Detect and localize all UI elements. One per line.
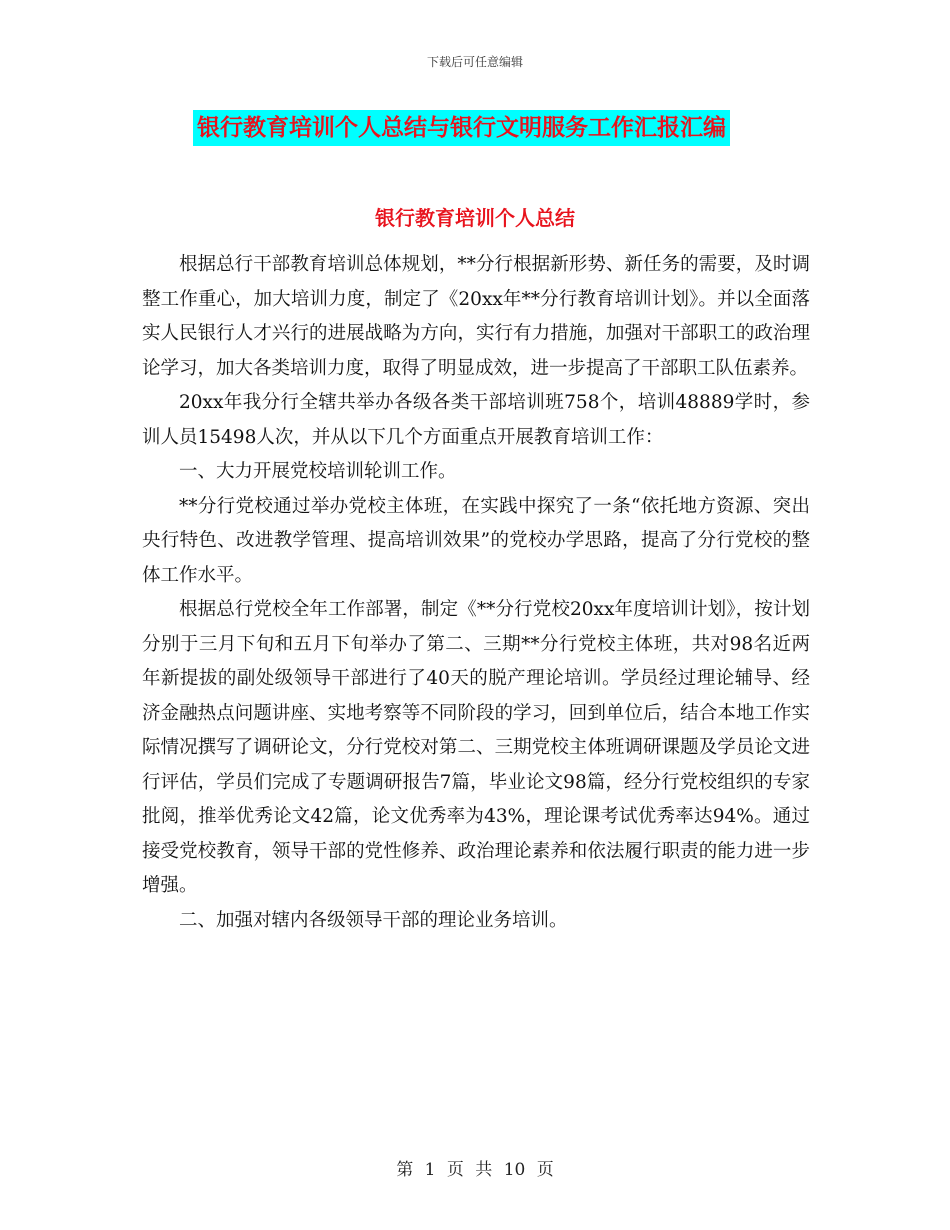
paragraph: 二、加强对辖内各级领导干部的理论业务培训。	[179, 909, 568, 931]
paragraph: 根据总行干部教育培训总体规划，**分行根据新形势、新任务的需要，及时调整工作重心，加大培训力度，制定了《20xx年**分行教育培训计划》。并以全面落实人民银行人才兴行的进展战略为方向，实行有力措施，加强对干部职工的政治理论学习，加大各类培训力度，取得了明显成效，进一步提高了干部职工队伍素养。	[142, 254, 810, 379]
document-body	[142, 248, 810, 938]
document-title: 银行教育培训个人总结与银行文明服务工作汇报汇编	[193, 110, 730, 146]
section-title: 银行教育培训个人总结	[375, 206, 575, 230]
page-number-footer: 第 1 页 共 10 页	[396, 1160, 554, 1180]
paragraph: 一、大力开展党校培训轮训工作。	[179, 461, 457, 482]
page-header-note: 下载后可任意编辑	[426, 55, 523, 69]
paragraph: 20xx年我分行全辖共举办各级各类干部培训班758个，培训48889学时，参训人员15498人次，并从以下几个方面重点开展教育培训工作：	[142, 392, 810, 448]
paragraph: 根据总行党校全年工作部署，制定《**分行党校20xx年度培训计划》，按计划分别于三月下旬和五月下旬举办了第二、三期**分行党校主体班，共对98名近两年新提拔的副处级领导干部进行了40天的脱产理论培训。学员经过理论辅导、经济金融热点问题讲座、实地考察等不同阶段的学习，回到单位后，结合本地工作实际情况撰写了调研论文，分行党校对第二、三期党校主体班调研课题及学员论文进行评估，学员们完成了专题调研报告7篇，毕业论文98篇，经分行党校组织的专家批阅，推举优秀论文42篇，论文优秀率为43%，理论课考试优秀率达94%。通过接受党校教育，领导干部的党性修养、政治理论素养和依法履行职责的能力进一步增强。	[142, 599, 810, 896]
paragraph: **分行党校通过举办党校主体班，在实践中探究了一条“依托地方资源、突出央行特色、改进教学管理、提高培训效果”的党校办学思路，提高了分行党校的整体工作水平。	[142, 495, 810, 586]
